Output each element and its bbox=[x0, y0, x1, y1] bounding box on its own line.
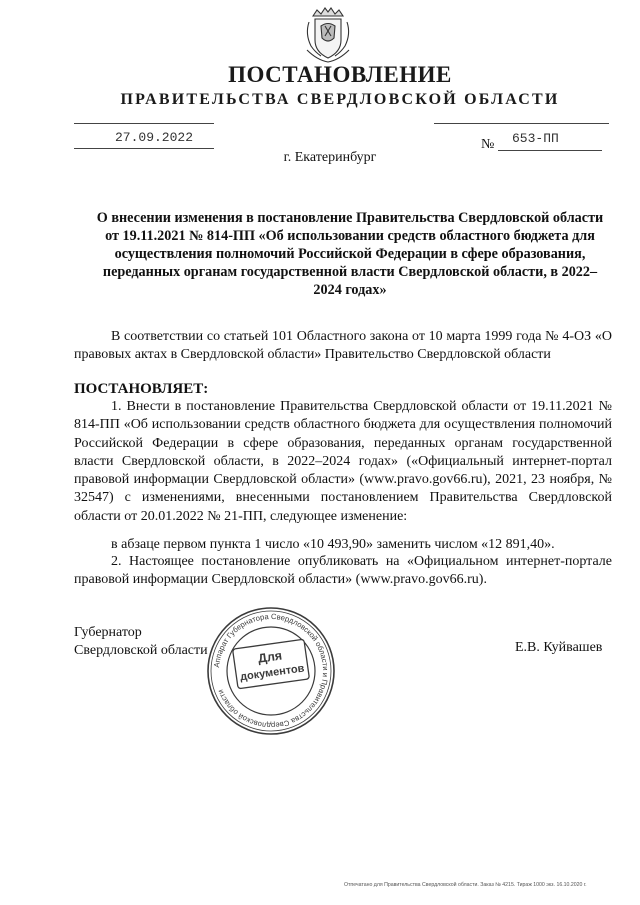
document-subtitle: ПРАВИТЕЛЬСТВА СВЕРДЛОВСКОЙ ОБЛАСТИ bbox=[120, 91, 560, 108]
document-title: ПОСТАНОВЛЕНИЕ bbox=[228, 62, 452, 87]
signatory-position bbox=[74, 624, 208, 660]
stamp-center-line1: Для bbox=[257, 648, 283, 666]
resolves-label: ПОСТАНОВЛЯЕТ: bbox=[74, 381, 209, 397]
document-date: 27.09.2022 bbox=[115, 130, 194, 145]
signatory-position-line2: Свердловской области bbox=[74, 643, 208, 658]
item-1-change-paragraph: в абзаце первом пункта 1 число «10 493,90» заменить числом «12 891,40». bbox=[111, 537, 555, 552]
stamp-center-line2: документов bbox=[239, 662, 306, 684]
signatory-position-line1: Губернатор bbox=[74, 625, 142, 640]
coat-of-arms-icon bbox=[299, 6, 357, 64]
city: г. Екатеринбург bbox=[283, 150, 377, 165]
document-number: 653-ПП bbox=[512, 131, 559, 146]
header-rule-left bbox=[74, 123, 214, 124]
number-sign: № bbox=[481, 137, 495, 152]
signatory-name: Е.В. Куйвашев bbox=[515, 640, 603, 655]
print-footer: Отпечатано для Правительства Свердловской области. Заказ № 4215. Тираж 1000 экз. 16.10.2020 г. bbox=[344, 882, 587, 888]
item-1-paragraph: 1. Внести в постановление Правительства Свердловской области от 19.11.2021 № 814-ПП «Об использовании средств областного бюджета для осуществления полномочий Российской Федерации в сфере образования, переданных органам государственной власти Свердловской области, в 2022–2024 годах» («Официальный интернет-портал правовой информации Свердловской области» (www.pravo.gov66.ru), 2021, 23 ноября, № 32547) с изменениями, внесенными постановлением Правительства Свердловской области от 20.01.2022 № 21-ПП, следующее изменение: bbox=[74, 399, 612, 524]
header-rule-right bbox=[434, 123, 609, 124]
item-2-paragraph: 2. Настоящее постановление опубликовать на «Официальном интернет-портале правовой информации Свердловской области» (www.pravo.gov66.ru). bbox=[74, 554, 612, 588]
document-heading: О внесении изменения в постановление Правительства Свердловской области от 19.11.2021 № 814-ПП «Об использовании средств областного бюджета для осуществления полномочий Российской Федерации в сфере образования, переданных органам государственной власти Свердловской области, в 2022–2024 годах» bbox=[96, 210, 604, 298]
official-stamp bbox=[205, 605, 337, 737]
date-underline bbox=[74, 148, 214, 149]
intro-paragraph: В соответствии со статьей 101 Областного закона от 10 марта 1999 года № 4-ОЗ «О правовых актах в Свердловской области» Правительство Свердловской области bbox=[74, 329, 612, 363]
stamp-ring-text: Аппарат Губернатора Свердловской области и Правительства Свердловской области bbox=[212, 611, 331, 731]
